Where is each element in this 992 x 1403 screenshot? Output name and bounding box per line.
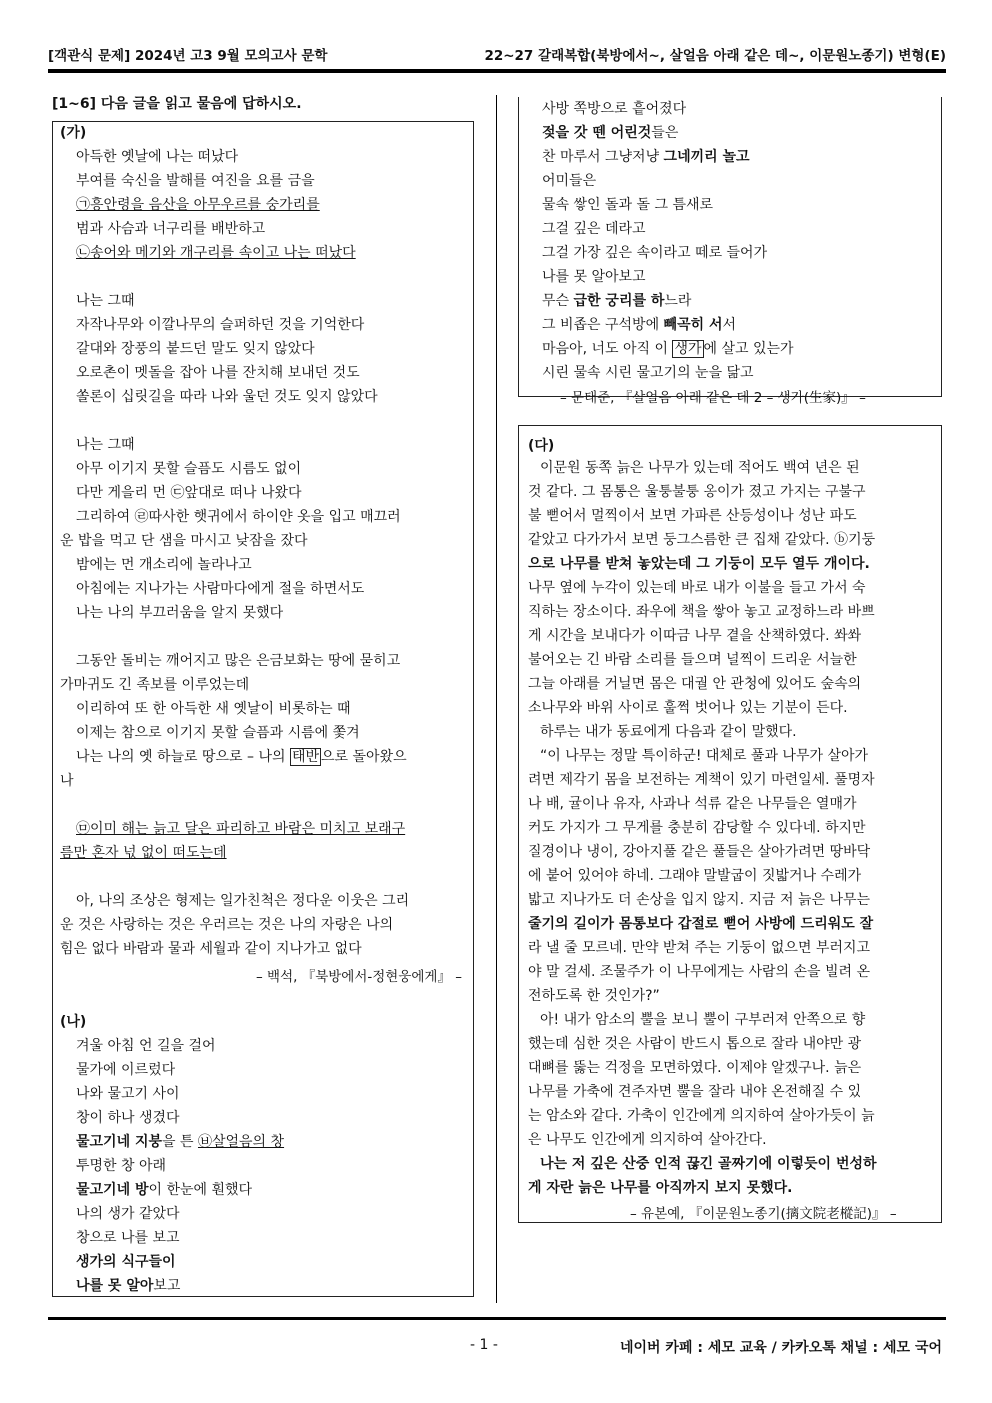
passage-label-na: (나) [60,1014,87,1030]
poem-line: 나는 나의 부끄러움을 알지 못했다 [76,605,284,621]
poem-line: 나는 나의 옛 하늘로 땅으로 – 나의 태반 으로 돌아왔으 [76,749,407,765]
column-divider [496,95,497,1303]
boxed-word-saengga: 생가 [674,341,702,357]
poem-line: 사방 쪽방으로 흩어졌다 [542,101,687,117]
poem-line: 투명한 창 아래 [76,1158,167,1174]
passage-label-da: (다) [528,438,555,454]
poem-line: 마음아, 너도 아직 이 생가 에 살고 있는가 [542,341,794,357]
header-title: [객관식 문제] 2024년 고3 9월 모의고사 문학 [48,48,328,64]
poem-line: 범과 사슴과 너구리를 배반하고 [76,221,266,237]
poem-line: 나는 그때 [76,437,135,453]
poem-line: 운 것은 사랑하는 것은 우러르는 것은 나의 자랑은 나의 [60,917,394,933]
poem-line: 아무 이기지 못할 슬픔도 시름도 없이 [76,461,302,477]
poem-line: 나는 그때 [76,293,135,309]
poem-line: 그리하여 ㉣따사한 햇귀에서 하이얀 옷을 입고 매끄러 [76,509,401,525]
poem-line: 물가에 이르렀다 [76,1062,176,1078]
poem-line: 물속 쌓인 돌과 돌 그 틈새로 [542,197,714,213]
poem-line: 오로촌이 멧돌을 잡아 나를 잔치해 보내던 것도 [76,365,360,381]
poem-line: 무슨 급한 궁리를 하느라 [542,293,692,309]
poem-line: 젖을 갓 뗀 어린것들은 [542,125,679,141]
poem-line: 쏠론이 십릿길을 따라 나와 울던 것도 잊지 않았다 [76,389,378,405]
poem-line: 찬 마루서 그냥저냥 그네끼리 놀고 [542,149,750,165]
header-subtitle: 22~27 갈래복합(북방에서~, 살얼음 아래 같은 데~, 이문원노종기) 변형(E) [484,48,946,64]
poem-line: 아득한 옛날에 나는 떠났다 [76,149,239,165]
poem-line: 아, 나의 조상은 형제는 일가친척은 정다운 이웃은 그리 [76,893,410,909]
prose-paragraph-1: 이문원 동쪽 늙은 나무가 있는데 적어도 백여 년은 된 것 같다. 그 몸통은 울퉁불퉁 옹이가 졌고 가지는 구불구 불 뻗어서 멀찍이서 보면 가파른 산등성이나 성난 파도 같았고 다가가서 보면 둥그스름한 큰 집채 같았다. ⓑ기둥 으로 나무를 받쳐 놓았는데 그 기둥이 모두 열두 개이다. 나무 옆에 누각이 있는데 바로 내가 이불을 들고 가서 숙 직하는 장소이다. 좌우에 책을 쌓아 놓고 교정하느라 바쁘 게 시간을 보내다가 이따금 나무 곁을 산책하였다. 쏴쏴 불어오는 긴 바람 소리를 들으며 널찍이 드리운 서늘한 그늘 아래를 거닐면 몸은 대궐 안 관청에 있어도 숲속의 소나무와 바위 사이로 훌쩍 벗어나 있는 기분이 든다. 하루는 내가 동료에게 다음과 같이 말했다. “이 나무는 정말 특이하군! 대체로 풀과 나무가 살아가 려면 제각기 몸을 보전하는 계책이 있기 마련일세. 풀명자 나 배, 귤이나 유자, 사과나 석류 같은 나무들은 열매가 커도 가지가 그 무게를 충분히 감당할 수 있다네. 하지만 질경이나 냉이, 강아지풀 같은 풀들은 살아가려면 땅바닥 에 붙어 있어야 하네. 그래야 말발굽이 짓밟거나 수레가 밟고 지나가도 더 손상을 입지 않지. 지금 저 늙은 나무는 줄기의 길이가 몸통보다 갑절로 뻗어 사방에 드리워도 잘 라 낼 줄 모르네. 만약 받쳐 주는 기둥이 없으면 부러지고 야 말 걸세. 조물주가 이 나무에게는 사람의 손을 빌려 온 전하도록 한 것인가?” 아! 내가 암소의 뿔을 보니 뿔이 구부러져 안쪽으로 향 했는데 심한 것은 사람이 반드시 톱으로 잘라 내야만 광 대뼈를 뚫는 걱정을 모면하였다. 이제야 알겠구나. 늙은 나무를 가축에 견주자면 뿔을 잘라 내야 온전해질 수 있 는 암소와 같다. 가축이 인간에게 의지하여 살아가듯이 늙 은 나무도 인간에게 의지하여 살아간다. 나는 저 깊은 산중 인적 끊긴 골짜기에 이렇듯이 번성하 게 자란 늙은 나무를 아직까지 보지 못했다. [528,460,877,1196]
poem-line: 어미들은 [542,173,597,189]
page-number: - 1 - [470,1337,498,1353]
poem-line-underlined-a: ㉠흥안령을 음산을 아무우르를 숭가리를 [76,197,320,213]
poem-line-underlined-e: ㉤이미 해는 늙고 달은 파리하고 바람은 미치고 보래구 [76,821,406,837]
poem-line: 그동안 돌비는 깨어지고 많은 은금보화는 땅에 묻히고 [76,653,401,669]
poem-line-underlined-b: ㉡송어와 메기와 개구리를 속이고 나는 떠났다 [76,245,356,261]
poem-line: 나를 못 알아보고 [542,269,646,285]
poem-line: 부여를 숙신을 발해를 여진을 요를 금을 [76,173,315,189]
poem-line: 창으로 나를 보고 [76,1230,180,1246]
poem-line: 다만 게을리 먼 ㉢앞대로 떠나 나왔다 [76,485,302,501]
header-rule [48,69,946,73]
poem-line: 아침에는 지나가는 사람마다에게 절을 하면서도 [76,581,365,597]
poem-line: 자작나무와 이깔나무의 슬퍼하던 것을 기억한다 [76,317,365,333]
page-header [48,44,946,66]
poem-line: 그걸 가장 깊은 속이라고 떼로 들어가 [542,245,768,261]
poem-line: 갈대와 장풍의 붙드던 말도 잊지 않았다 [76,341,315,357]
poem-line: 겨울 아침 언 길을 걸어 [76,1038,216,1054]
poem-line-underlined-e: 름만 혼자 넋 없이 떠도는데 [60,845,227,861]
footer-rule [48,1317,946,1320]
poem-line: 힘은 없다 바람과 물과 세월과 같이 지나가고 없다 [60,941,362,957]
source-da: – 유본예, 『이문원노종기(摛文院老樅記)』 – [630,1206,897,1222]
poem-line: 밤에는 먼 개소리에 놀라나고 [76,557,252,573]
boxed-word-taeban: 태반 [291,749,320,765]
poem-line: 시린 물속 시린 물고기의 눈을 닮고 [542,365,754,381]
footer-credit: 네이버 카페 : 세모 교육 / 카카오톡 채널 : 세모 국어 [619,1340,942,1356]
poem-line: 생가의 식구들이 [76,1254,176,1270]
poem-line: 나의 생가 같았다 [76,1206,180,1222]
source-na: – 문태준, 『살얼음 아래 같은 데 2 – 생가(生家)』 – [560,390,866,406]
poem-line: 나 [60,773,74,789]
poem-line: 창이 하나 생겼다 [76,1110,180,1126]
poem-line: 나와 물고기 사이 [76,1086,180,1102]
poem-line: 그 비좁은 구석방에 빼곡히 서서 [542,317,737,333]
poem-line: 물고기네 지붕을 튼 ㉥살얼음의 창 [76,1134,285,1150]
instruction: [1~6] 다음 글을 읽고 물음에 답하시오. [52,96,302,112]
poem-line: 그걸 깊은 데라고 [542,221,646,237]
poem-line: 운 밥을 먹고 단 샘을 마시고 낮잠을 잤다 [60,533,308,549]
poem-line: 이제는 참으로 이기지 못할 슬픔과 시름에 쫓겨 [76,725,360,741]
passage-label-ga: (가) [60,125,87,141]
poem-line: 가마귀도 긴 족보를 이루었는데 [60,677,250,693]
poem-line: 이리하여 또 한 아득한 새 옛날이 비롯하는 때 [76,701,351,717]
source-ga: – 백석, 『북방에서-정현웅에게』 – [256,969,462,985]
poem-line: 나를 못 알아보고 [76,1278,181,1294]
poem-line: 물고기네 방이 한눈에 훤했다 [76,1182,253,1198]
